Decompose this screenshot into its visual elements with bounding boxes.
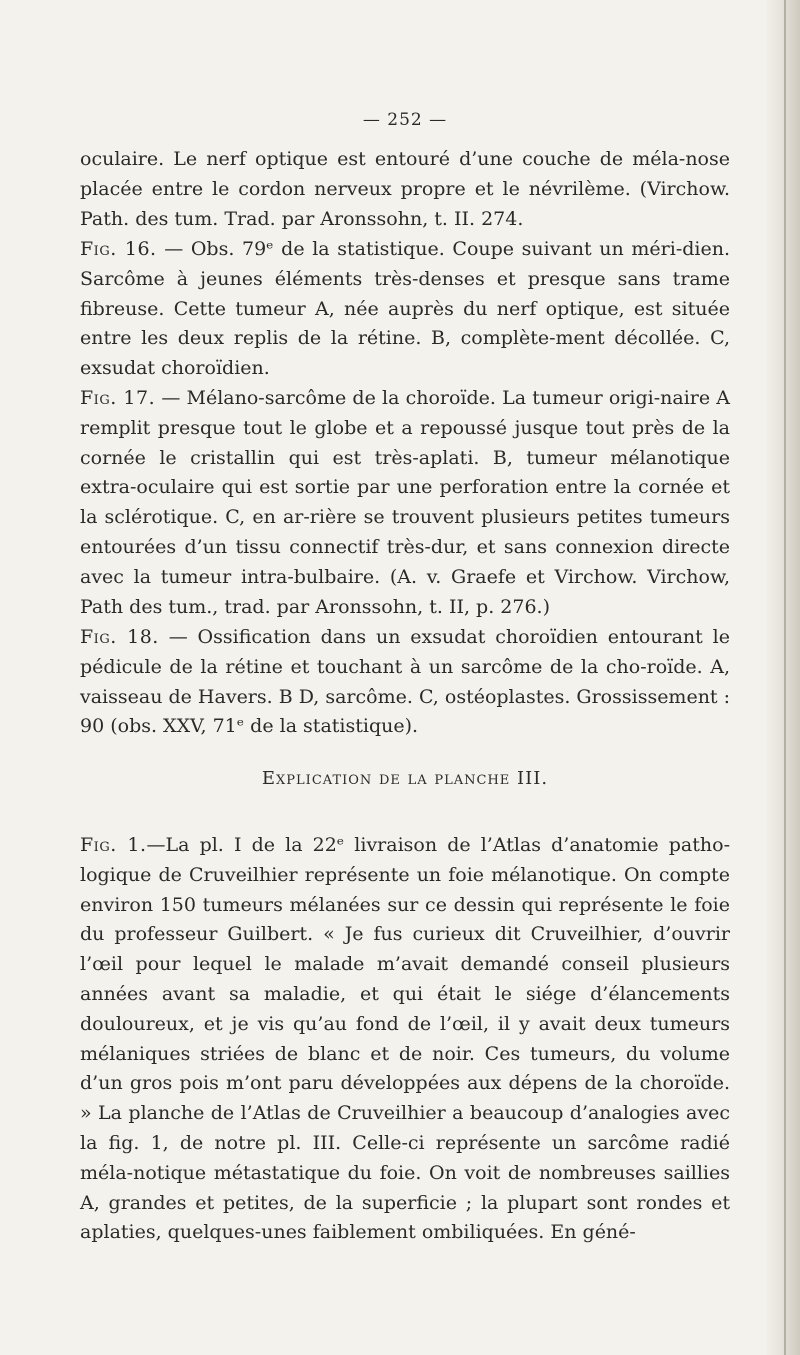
- fig16-text: — Obs. 79ᵉ de la statistique. Coupe suivant un méri-dien. Sarcôme à jeunes éléments très-denses et presque sans trame fibreuse. Cette tumeur A, née auprès du nerf optique, est située entre les deux replis de la rétine. B, complète-ment décollée. C, exsudat choroïdien.: [80, 238, 731, 380]
- page-edge-line: [784, 0, 786, 1355]
- page-edge-shadow: [766, 0, 800, 1355]
- fig1-text: —La pl. I de la 22ᵉ livraison de l’Atlas d’anatomie patho-logique de Cruveilhier représente un foie mélanotique. On compte environ 150 tumeurs mélanées sur ce dessin qui représente le foie du professeur Guilbert. « Je fus curieux dit Cruveilhier, d’ouvrir l’œil pour lequel le malade m’avait demandé conseil plusieurs années avant sa maladie, et qui était le siége d’élancements douloureux, et je vis qu’au fond de l’œil, il y avait deux tumeurs mélaniques striées de blanc et de noir. Ces tumeurs, du volume d’un gros pois m’ont paru développées aux dépens de la choroïde. » La planche de l’Atlas de Cruveilhier a beaucoup d’analogies avec la fig. 1, de notre pl. III. Celle-ci représente un sarcôme radié méla-notique métastatique du foie. On voit de nombreuses saillies A, grandes et petites, de la superficie ; la plupart sont rondes et aplaties, quelques-unes faiblement ombiliquées. En géné-: [80, 834, 730, 1244]
- fig18-text: — Ossification dans un exsudat choroïdien entourant le pédicule de la rétine et touchant à un sarcôme de la cho-roïde. A, vaisseau de Havers. B D, sarcôme. C, ostéoplastes. Grossissement : 90 (obs. XXV, 71ᵉ de la statistique).: [80, 626, 731, 738]
- page-number: — 252 —: [362, 110, 448, 130]
- fig18-label: Fig. 18.: [80, 626, 159, 648]
- paragraph-1-text: oculaire. Le nerf optique est entouré d’une couche de méla-nose placée entre le cordon nerveux propre et le névrilème. (Virchow. Path. des tum. Trad. par Aronssohn, t. II. 274.: [80, 148, 730, 230]
- fig16-label: Fig. 16.: [80, 238, 157, 260]
- paragraph-continuation: [80, 145, 730, 234]
- fig1-paragraph: [80, 831, 730, 1248]
- fig18-paragraph: [80, 623, 730, 742]
- fig17-paragraph: [80, 384, 730, 622]
- fig1-label: Fig. 1.: [80, 834, 147, 856]
- fig17-text: — Mélano-sarcôme de la choroïde. La tumeur origi-naire A remplit presque tout le globe et a repoussé jusque tout près de la cornée le cristallin qui est très-aplati. B, tumeur mélanotique extra-oculaire qui est sortie par une perforation entre la cornée et la sclérotique. C, en ar-rière se trouvent plusieurs petites tumeurs entourées d’un tissu connectif très-dur, et sans connexion directe avec la tumeur intra-bulbaire. (A. v. Graefe et Virchow. Virchow, Path des tum., trad. par Aronssohn, t. II, p. 276.): [80, 387, 731, 618]
- section-heading: Explication de la planche III.: [261, 768, 549, 789]
- fig16-paragraph: [80, 235, 730, 384]
- fig17-label: Fig. 17.: [80, 387, 156, 409]
